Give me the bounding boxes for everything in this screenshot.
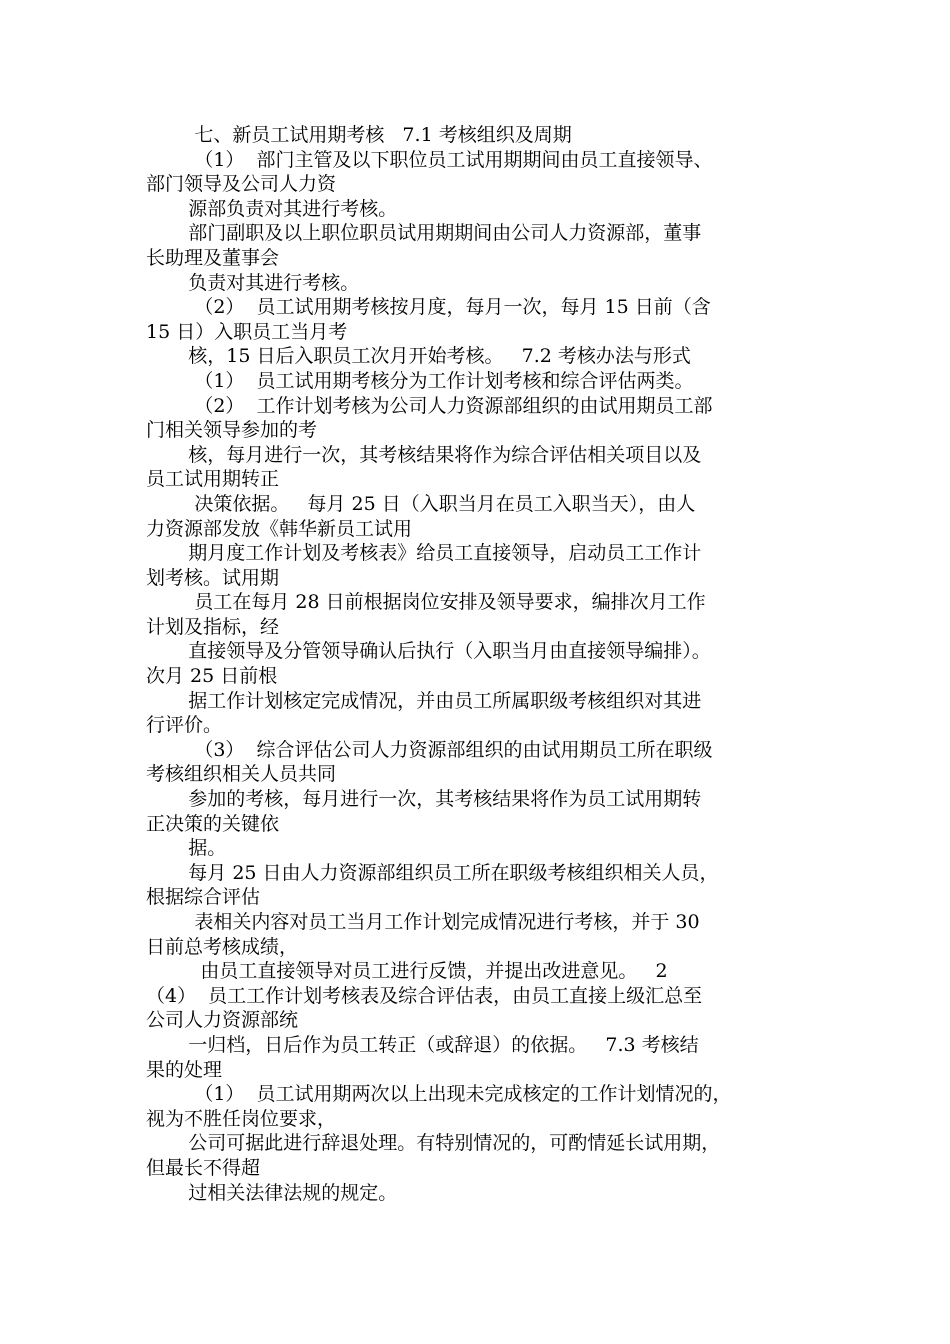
text-line: 公司可据此进行辞退处理。有特别情况的，可酌情延长试用期， [146,1132,721,1155]
text-line: 根据综合评估 [146,886,261,909]
text-line: 考核组织相关人员共同 [146,763,337,786]
text-line: 由员工直接领导对员工进行反馈，并提出改进意见。 2 [146,960,668,983]
text-line: （4） 员工工作计划考核表及综合评估表，由员工直接上级汇总至 [146,984,703,1007]
text-line: （3） 综合评估公司人力资源部组织的由试用期员工所在职级 [146,738,713,761]
text-line: 表相关内容对员工当月工作计划完成情况进行考核，并于 30 [146,911,700,933]
text-line: （2） 工作计划考核为公司人力资源部组织的由试用期员工部 [146,394,713,417]
text-line: 力资源部发放《韩华新员工试用 [146,517,413,540]
text-line: 负责对其进行考核。 [146,271,360,294]
text-line: 决策依据。 每月 25 日（入职当月在员工入职当天），由人 [146,492,696,515]
text-line: 果的处理 [146,1058,223,1081]
text-line: 15 日）入职员工当月考 [146,320,348,343]
text-line: 门相关领导参加的考 [146,419,318,442]
text-line: 据。 [146,837,227,860]
text-line: 划考核。试用期 [146,566,280,589]
text-line: 部门领导及公司人力资 [146,173,337,196]
text-line: 视为不胜任岗位要求， [146,1107,337,1130]
text-line: 员工试用期转正 [146,468,280,491]
text-line: 七、新员工试用期考核 7.1 考核组织及周期 [146,124,572,146]
text-line: 次月 25 日前根 [146,665,278,688]
text-line: 每月 25 日由人力资源部组织员工所在职级考核组织相关人员， [146,861,719,884]
text-line: 部门副职及以上职位职员试用期期间由公司人力资源部，董事 [146,222,702,245]
text-line: 源部负责对其进行考核。 [146,197,398,220]
text-line: 日前总考核成绩， [146,935,299,958]
text-line: 但最长不得超 [146,1156,261,1179]
text-line: 正决策的关键依 [146,812,280,835]
text-line: （2） 员工试用期考核按月度，每月一次，每月 15 日前（含 [146,296,711,319]
document-body [146,123,810,1205]
text-line: 据工作计划核定完成情况，并由员工所属职级考核组织对其进 [146,689,702,712]
text-line: 参加的考核，每月进行一次，其考核结果将作为员工试用期转 [146,788,702,811]
text-line: （1） 部门主管及以下职位员工试用期期间由员工直接领导、 [146,148,713,171]
text-line: 核，每月进行一次，其考核结果将作为综合评估相关项目以及 [146,443,702,466]
text-line: 行评价。 [146,714,223,737]
text-line: 长助理及董事会 [146,246,280,269]
text-line: 公司人力资源部统 [146,1009,299,1032]
text-line: 员工在每月 28 日前根据岗位安排及领导要求，编排次月工作 [146,591,706,614]
text-line: 核，15 日后入职员工次月开始考核。 7.2 考核办法与形式 [146,345,691,368]
text-line: （1） 员工试用期两次以上出现未完成核定的工作计划情况的， [146,1083,732,1106]
text-line: 直接领导及分管领导确认后执行（入职当月由直接领导编排）。 [146,640,711,663]
text-line: 计划及指标，经 [146,615,280,638]
text-line: 过相关法律法规的规定。 [146,1181,398,1204]
text-line: 期月度工作计划及考核表》给员工直接领导，启动员工工作计 [146,542,702,565]
text-line: 一归档，日后作为员工转正（或辞退）的依据。 7.3 考核结 [146,1033,699,1056]
text-line: （1） 员工试用期考核分为工作计划考核和综合评估两类。 [146,369,694,392]
